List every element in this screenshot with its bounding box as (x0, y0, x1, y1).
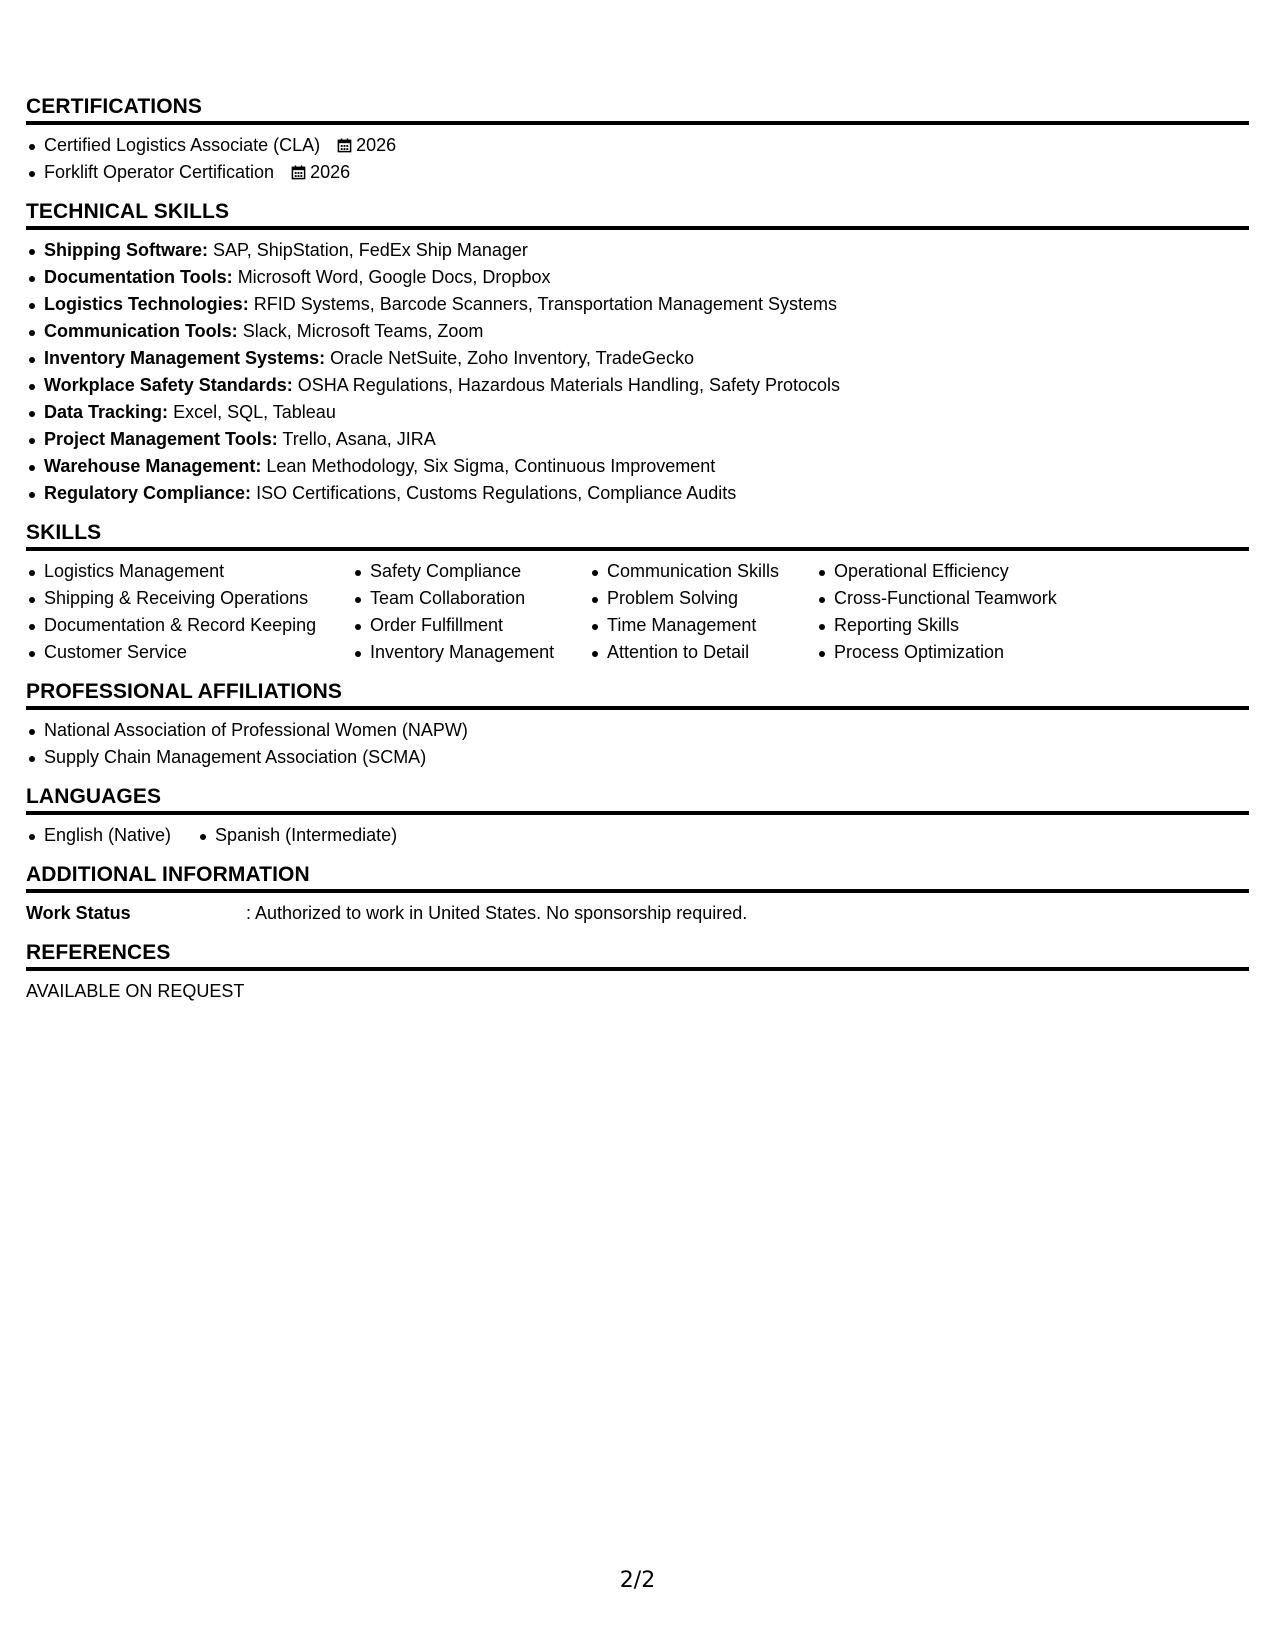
skill-values: Trello, Asana, JIRA (282, 429, 436, 449)
skills-grid (26, 558, 1249, 666)
list-item: Operational Efficiency (816, 558, 1116, 585)
skill-category: Workplace Safety Standards: (44, 375, 293, 395)
skill-values: Oracle NetSuite, Zoho Inventory, TradeGecko (330, 348, 694, 368)
skills-column (589, 558, 816, 666)
list-item: Order Fulfillment (352, 612, 589, 639)
list-item: Customer Service (26, 639, 352, 666)
certification-year: 2026 (356, 135, 397, 155)
skill-category: Communication Tools: (44, 321, 238, 341)
skills-column (26, 558, 352, 666)
list-item: Safety Compliance (352, 558, 589, 585)
skill-category: Shipping Software: (44, 240, 208, 260)
skill-values: RFID Systems, Barcode Scanners, Transportation Management Systems (253, 294, 837, 314)
skill-category: Regulatory Compliance: (44, 483, 252, 503)
additional-info-section (26, 862, 1249, 927)
affiliations-section (26, 679, 1249, 771)
skill-category: Data Tracking: (44, 402, 169, 422)
section-title: SKILLS (26, 520, 1249, 551)
list-item (26, 318, 1249, 345)
skill-category: Project Management Tools: (44, 429, 278, 449)
resume-page (26, 94, 1249, 1018)
skill-values: Excel, SQL, Tableau (173, 402, 336, 422)
skill-values: SAP, ShipStation, FedEx Ship Manager (213, 240, 528, 260)
list-item: Problem Solving (589, 585, 816, 612)
skills-section (26, 520, 1249, 666)
certification-date (337, 135, 396, 155)
list-item (26, 426, 1249, 453)
certifications-section (26, 94, 1249, 186)
list-item (26, 399, 1249, 426)
references-text: AVAILABLE ON REQUEST (26, 981, 245, 1001)
skill-values: Lean Methodology, Six Sigma, Continuous Improvement (266, 456, 716, 476)
list-item: Logistics Management (26, 558, 352, 585)
list-item: Inventory Management (352, 639, 589, 666)
list-item: Reporting Skills (816, 612, 1116, 639)
certification-name: Certified Logistics Associate (CLA) (44, 135, 321, 155)
languages-section (26, 784, 1249, 849)
work-status-row (26, 900, 1249, 927)
list-item: National Association of Professional Women (NAPW) (26, 717, 1249, 744)
skills-column (352, 558, 589, 666)
calendar-icon (291, 165, 306, 180)
section-title: PROFESSIONAL AFFILIATIONS (26, 679, 1249, 710)
skill-values: OSHA Regulations, Hazardous Materials Handling, Safety Protocols (297, 375, 841, 395)
list-item: Process Optimization (816, 639, 1116, 666)
section-title: TECHNICAL SKILLS (26, 199, 1249, 230)
list-item (26, 372, 1249, 399)
section-title: CERTIFICATIONS (26, 94, 1249, 125)
work-status-value: : Authorized to work in United States. No sponsorship required. (246, 903, 748, 923)
list-item (26, 159, 1249, 186)
list-item: Cross-Functional Teamwork (816, 585, 1116, 612)
section-title: REFERENCES (26, 940, 1249, 971)
list-item (26, 237, 1249, 264)
list-item: Time Management (589, 612, 816, 639)
list-item: Attention to Detail (589, 639, 816, 666)
list-item: Supply Chain Management Association (SCMA) (26, 744, 1249, 771)
list-item (26, 453, 1249, 480)
references-section (26, 940, 1249, 1005)
skill-values: ISO Certifications, Customs Regulations, Compliance Audits (256, 483, 737, 503)
list-item: Communication Skills (589, 558, 816, 585)
skill-category: Warehouse Management: (44, 456, 262, 476)
list-item (26, 345, 1249, 372)
list-item: Spanish (Intermediate) (197, 822, 397, 849)
list-item (26, 264, 1249, 291)
list-item: Team Collaboration (352, 585, 589, 612)
languages-list (26, 822, 1249, 849)
certification-date (291, 162, 350, 182)
certifications-list (26, 132, 1249, 186)
list-item (26, 480, 1249, 507)
certification-year: 2026 (310, 162, 351, 182)
technical-skills-list (26, 237, 1249, 507)
technical-skills-section (26, 199, 1249, 507)
page-number: 2/2 (619, 1568, 656, 1593)
skill-category: Documentation Tools: (44, 267, 233, 287)
section-title: ADDITIONAL INFORMATION (26, 862, 1249, 893)
list-item: Documentation & Record Keeping (26, 612, 352, 639)
affiliations-list (26, 717, 1249, 771)
skills-column (816, 558, 1116, 666)
skill-category: Logistics Technologies: (44, 294, 249, 314)
skill-values: Microsoft Word, Google Docs, Dropbox (237, 267, 551, 287)
list-item (26, 291, 1249, 318)
list-item: English (Native) (26, 822, 171, 849)
section-title: LANGUAGES (26, 784, 1249, 815)
work-status-label: Work Status (26, 903, 131, 923)
skill-values: Slack, Microsoft Teams, Zoom (242, 321, 484, 341)
list-item (26, 132, 1249, 159)
calendar-icon (337, 138, 352, 153)
certification-name: Forklift Operator Certification (44, 162, 275, 182)
list-item: Shipping & Receiving Operations (26, 585, 352, 612)
skill-category: Inventory Management Systems: (44, 348, 326, 368)
